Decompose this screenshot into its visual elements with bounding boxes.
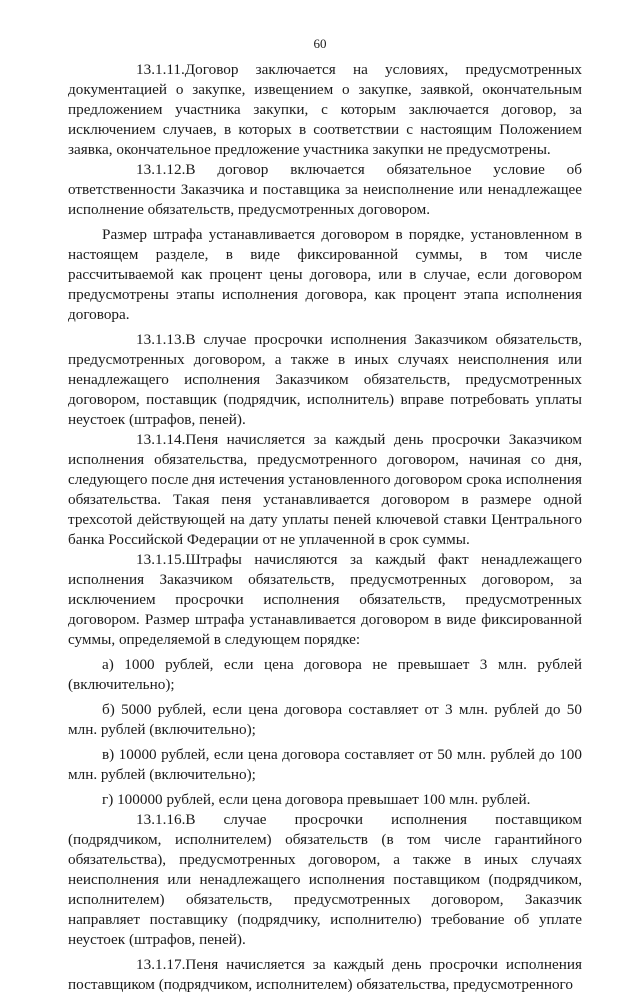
clause-text: в) 10000 рублей, если цена договора составляет от 50 млн. рублей до 100 млн. рублей (включительно); [68,746,582,783]
clause-text: Пеня начисляется за каждый день просрочки исполнения поставщиком (подрядчиком, исполнителем) обязательства, предусмотренного [68,956,582,993]
list-item-g [68,790,582,810]
list-item-a [68,655,582,695]
clause-number: 13.1.17. [136,956,186,973]
clause-text: В случае просрочки исполнения Заказчиком обязательств, предусмотренных договором, а также в иных случаях неисполнения или ненадлежащего исполнения Заказчиком обязательств, предусмотренных договором, поставщик (подрядчик, исполнитель) вправе потребовать уплаты неустоек (штрафов, пеней). [68,331,582,428]
clause-text: В случае просрочки исполнения поставщиком (подрядчиком, исполнителем) обязательств (в том числе гарантийного обязательства), предусмотренных договором, а также в иных случаях неисполнения или ненадлежащего исполнения поставщиком (подрядчиком, исполнителем) обязательств, предусмотренных договором, Заказчик направляет поставщику (подрядчику, исполнителю) требование об уплате неустоек (штрафов, пеней). [68,811,582,948]
page-number: 60 [313,36,327,51]
paragraph-13-1-16 [68,810,582,950]
clause-text: Штрафы начисляются за каждый факт ненадлежащего исполнения Заказчиком обязательств, предусмотренных договором, за исключением просрочки исполнения обязательств, предусмотренных договором. Размер штрафа устанавливается договором в виде фиксированной суммы, определяемой в следующем порядке: [68,551,582,648]
clause-number: 13.1.12. [136,161,186,178]
list-item-v [68,745,582,785]
clause-number: 13.1.11. [136,61,185,78]
clause-text: Договор заключается на условиях, предусмотренных документацией о закупке, извещением о закупке, заявкой, окончательным предложением участника закупки, с которым заключается договор, за исключением случаев, в которых в соответствии с настоящим Положением заявка, окончательное предложение участника закупки не предусмотрены. [68,61,582,158]
document-body [68,60,582,995]
list-item-b [68,700,582,740]
paragraph-13-1-11 [68,60,582,160]
clause-number: 13.1.15. [136,551,186,568]
paragraph-13-1-17 [68,955,582,995]
clause-number: 13.1.13. [136,331,186,348]
clause-number: 13.1.16. [136,811,186,828]
paragraph-fine-size [68,225,582,325]
clause-number: 13.1.14. [136,431,186,448]
clause-text: г) 100000 рублей, если цена договора превышает 100 млн. рублей. [102,791,531,808]
paragraph-13-1-14 [68,430,582,550]
clause-text: а) 1000 рублей, если цена договора не превышает 3 млн. рублей (включительно); [68,656,582,693]
clause-text: Размер штрафа устанавливается договором в порядке, установленном в настоящем разделе, в виде фиксированной суммы, в том числе рассчитываемой как процент цены договора, или в случае, если договором предусмотрены этапы исполнения договора, как процент этапа исполнения договора. [68,226,582,323]
clause-text: б) 5000 рублей, если цена договора составляет от 3 млн. рублей до 50 млн. рублей (включительно); [68,701,582,738]
clause-text: Пеня начисляется за каждый день просрочки Заказчиком исполнения обязательства, предусмотренного договором, начиная со дня, следующего после дня истечения установленного договором срока исполнения обязательства. Такая пеня устанавливается договором в размере одной трехсотой действующей на дату уплаты пеней ключевой ставки Центрального банка Российской Федерации от не уплаченной в срок суммы. [68,431,582,548]
clause-text: В договор включается обязательное условие об ответственности Заказчика и поставщика за неисполнение или ненадлежащее исполнение обязательств, предусмотренных договором. [68,161,582,218]
paragraph-13-1-13 [68,330,582,430]
paragraph-13-1-12 [68,160,582,220]
paragraph-13-1-15 [68,550,582,650]
